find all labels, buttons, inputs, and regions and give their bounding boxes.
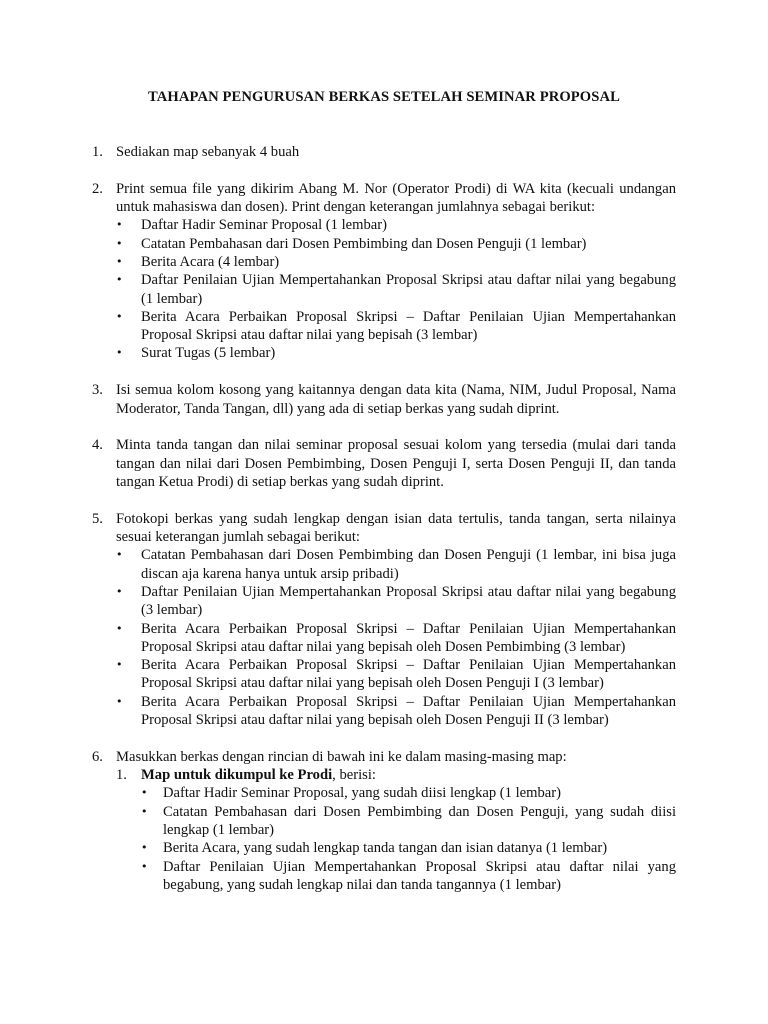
step-text: Masukkan berkas dengan rincian di bawah ini ke dalam masing-masing map: xyxy=(116,748,567,765)
sub-item-bold-label: Map untuk dikumpul ke Prodi xyxy=(141,767,333,784)
sub-item-heading xyxy=(141,766,676,784)
step-number: 4. xyxy=(92,437,103,454)
step-text: Fotokopi berkas yang sudah lengkap dengan isian data tertulis, tanda tangan, serta nilainya sesuai keterangan jumlah sebagai berikut: xyxy=(116,510,676,546)
list-item: • Daftar Penilaian Ujian Mempertahankan Proposal Skripsi atau daftar nilai yang begabung (1 lembar) xyxy=(116,271,676,308)
list-item: • Catatan Pembahasan dari Dosen Pembimbing dan Dosen Penguji, yang sudah diisi lengkap (1 lembar) xyxy=(141,803,676,840)
step-number: 2. xyxy=(92,180,103,197)
step-1 xyxy=(92,143,676,161)
step-text: Print semua file yang dikirim Abang M. Nor (Operator Prodi) di WA kita (kecuali undangan untuk mahasiswa dan dosen). Print dengan keterangan jumlahnya sebagai berikut: xyxy=(116,180,676,216)
step-text: Minta tanda tangan dan nilai seminar proposal sesuai kolom yang tersedia (mulai dari tanda tangan dan nilai dari Dosen Pembimbing, Dosen Penguji I, serta Dosen Penguji II, dan tanda tangan Ketua Prodi) di setiap berkas yang sudah diprint. xyxy=(116,437,676,490)
document-title: TAHAPAN PENGURUSAN BERKAS SETELAH SEMINAR PROPOSAL xyxy=(148,89,620,105)
step-number: 6. xyxy=(92,748,103,765)
list-item: • Berita Acara Perbaikan Proposal Skripsi – Daftar Penilaian Ujian Mempertahankan Proposal Skripsi atau daftar nilai yang bepisah oleh Dosen Pembimbing (3 lembar) xyxy=(116,620,676,657)
list-item: • Daftar Hadir Seminar Proposal (1 lembar) xyxy=(116,216,676,234)
step-number: 5. xyxy=(92,510,103,527)
list-item: • Daftar Penilaian Ujian Mempertahankan Proposal Skripsi atau daftar nilai yang begabung (3 lembar) xyxy=(116,583,676,620)
bullet-list xyxy=(141,784,676,894)
step-2 xyxy=(92,180,676,363)
step-number: 1. xyxy=(92,144,103,160)
sub-list xyxy=(116,766,676,894)
step-4 xyxy=(92,436,676,491)
step-text: Sediakan map sebanyak 4 buah xyxy=(116,144,300,160)
list-item: • Berita Acara Perbaikan Proposal Skripsi – Daftar Penilaian Ujian Mempertahankan Proposal Skripsi atau daftar nilai yang bepisah oleh Dosen Penguji I (3 lembar) xyxy=(116,656,676,693)
step-6 xyxy=(92,748,676,894)
list-item: • Berita Acara Perbaikan Proposal Skripsi – Daftar Penilaian Ujian Mempertahankan Proposal Skripsi atau daftar nilai yang bepisah (3 lembar) xyxy=(116,308,676,345)
bullet-list xyxy=(116,216,676,362)
list-item: • Surat Tugas (5 lembar) xyxy=(116,344,676,362)
sub-item-number: 1. xyxy=(116,767,127,784)
step-number: 3. xyxy=(92,382,103,399)
list-item: • Catatan Pembahasan dari Dosen Pembimbing dan Dosen Penguji (1 lembar) xyxy=(116,235,676,253)
step-3 xyxy=(92,381,676,418)
steps-list xyxy=(92,143,676,894)
list-item: • Catatan Pembahasan dari Dosen Pembimbing dan Dosen Penguji (1 lembar, ini bisa juga discan aja karena hanya untuk arsip pribadi) xyxy=(116,546,676,583)
document-body xyxy=(92,143,676,913)
bullet-list xyxy=(116,546,676,729)
step-5 xyxy=(92,510,676,730)
sub-item-rest: , berisi: xyxy=(332,767,376,784)
list-item: • Daftar Penilaian Ujian Mempertahankan Proposal Skripsi atau daftar nilai yang begabung, yang sudah lengkap nilai dan tanda tangannya (1 lembar) xyxy=(141,858,676,895)
list-item: • Berita Acara Perbaikan Proposal Skripsi – Daftar Penilaian Ujian Mempertahankan Proposal Skripsi atau daftar nilai yang bepisah oleh Dosen Penguji II (3 lembar) xyxy=(116,693,676,730)
list-item: • Berita Acara, yang sudah lengkap tanda tangan dan isian datanya (1 lembar) xyxy=(141,839,676,857)
list-item: • Daftar Hadir Seminar Proposal, yang sudah diisi lengkap (1 lembar) xyxy=(141,784,676,802)
list-item: • Berita Acara (4 lembar) xyxy=(116,253,676,271)
sub-item-1 xyxy=(116,766,676,894)
step-text: Isi semua kolom kosong yang kaitannya dengan data kita (Nama, NIM, Judul Proposal, Nama Moderator, Tanda Tangan, dll) yang ada di setiap berkas yang sudah diprint. xyxy=(116,382,676,417)
